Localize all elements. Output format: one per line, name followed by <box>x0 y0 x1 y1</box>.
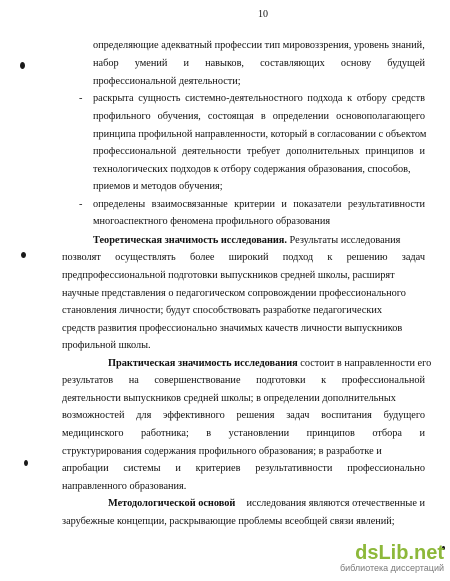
heading-methodological: Методологической основой <box>108 498 236 509</box>
bullet-marker: - <box>79 199 83 210</box>
text-line: направленного образования. <box>62 481 187 492</box>
text-line: профильной школы. <box>62 340 151 351</box>
text-line: принципа профильной направленности, который в согласовании с объектом <box>93 129 427 140</box>
text-line: зарубежные концепции, раскрывающие проблемы всеобщей связи явлений; <box>62 516 395 527</box>
heading-theoretical: Теоретическая значимость исследования. <box>93 235 287 246</box>
watermark-logo: dsLib.net <box>355 542 444 564</box>
text-line: возможностей для эффективного решения задач воспитания будущего <box>62 410 425 421</box>
scan-speck <box>24 460 28 466</box>
watermark <box>334 543 444 577</box>
text-line: медицинского работника; в установлении принципов отбора и <box>62 428 425 439</box>
text-line: деятельности выпускников средней школы; в определении дополнительных <box>62 393 396 404</box>
heading-practical: Практическая значимость исследования <box>108 358 298 369</box>
text-line: позволят осуществлять более широкий подход к решению задач <box>62 252 425 263</box>
text-line: многоаспектного феномена профильного образования <box>93 216 331 227</box>
text-line: приемов и методов обучения; <box>93 181 223 192</box>
watermark-caption: библиотека диссертаций <box>339 563 444 573</box>
scan-speck <box>20 62 25 69</box>
text-line: профессиональной деятельности требует дополнительных принципов и <box>93 146 425 157</box>
text-line: предпрофессиональной подготовки выпускников средней школы, расширят <box>62 270 395 281</box>
text-line: результатов на совершенствование подготовки к профессиональной <box>62 375 425 386</box>
bullet-marker: - <box>79 93 83 104</box>
text-line: становления личности; будут способствовать разработке педагогических <box>62 305 382 316</box>
paragraph-lead <box>93 235 400 247</box>
paragraph-lead <box>108 498 425 510</box>
page-number: 10 <box>258 9 268 20</box>
text-line: определяющие адекватный профессии тип мировоззрения, уровень знаний, <box>93 40 425 51</box>
text-line: структурирования содержания профильного образования; в разработке и <box>62 446 382 457</box>
text-line: технологических подходов к отбору содержания образования, способов, <box>93 164 411 175</box>
text-line: профессиональной деятельности; <box>93 76 241 87</box>
text-fragment: исследования являются отечественные и <box>246 498 425 509</box>
text-line: определены взаимосвязанные критерии и показатели результативности <box>93 199 425 210</box>
text-line: набор умений и навыков, составляющих основу будущей <box>93 58 425 69</box>
text-line: профильного обучения, состоящая в определении основополагающего <box>93 111 425 122</box>
text-fragment: состоит в направленности его <box>300 358 432 369</box>
scan-speck <box>21 252 26 258</box>
heading-theoretical-rest: Результаты исследования <box>289 235 401 246</box>
text-line: средств развития профессионально значимых качеств личности выпускников <box>62 323 403 334</box>
text-line: апробации системы и критериев результативности профессионально <box>62 463 425 474</box>
paragraph-lead <box>108 358 431 370</box>
text-line: раскрыта сущность системно-деятельностного подхода к отбору средств <box>93 93 425 104</box>
text-line: научные представления о педагогическом сопровождении профессионального <box>62 288 406 299</box>
